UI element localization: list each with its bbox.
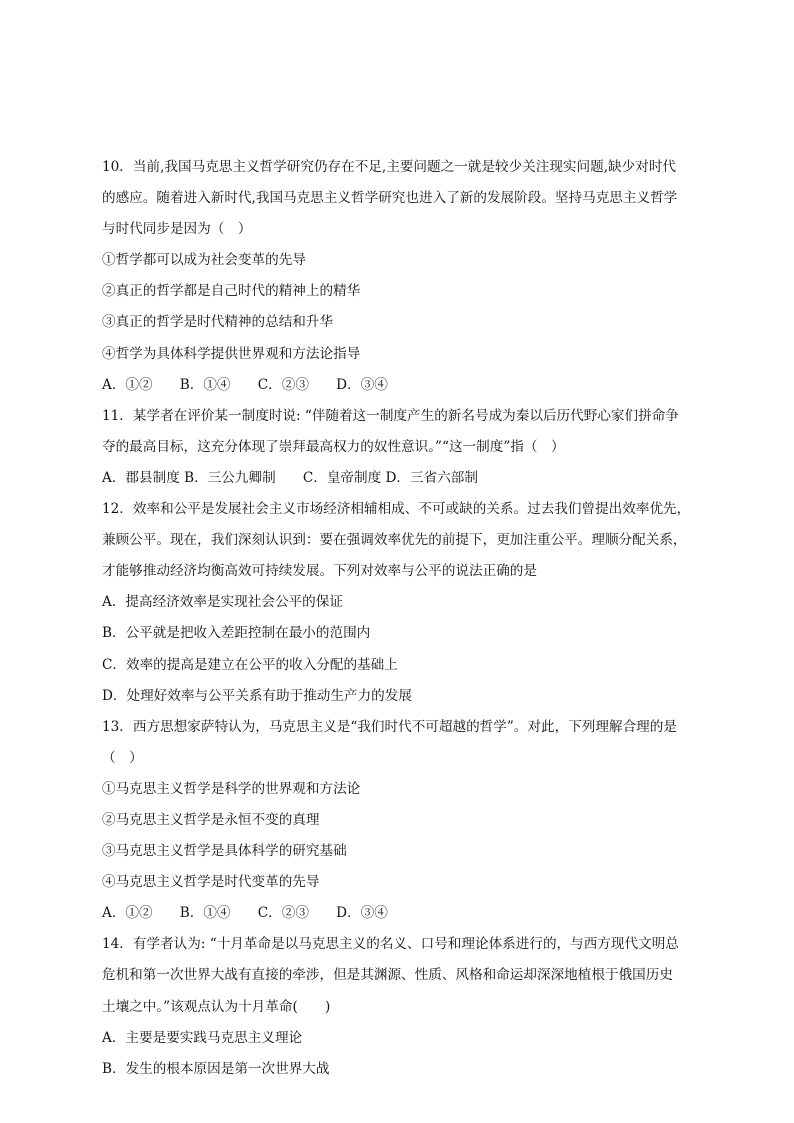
question-stem-line: 的感应。随着进入新时代,我国马克思主义哲学研究也进入了新的发展阶段。坚持马克思主义哲学 [102, 190, 678, 207]
question-10 [102, 152, 702, 401]
statement-item: ①马克思主义哲学是科学的世界观和方法论 [102, 780, 361, 797]
answer-option: B．公平就是把收入差距控制在最小的范围内 [102, 625, 371, 642]
answer-option: A．提高经济效率是实现社会公平的保证 [102, 594, 343, 611]
answer-option: B．发生的根本原因是第一次世界大战 [102, 1060, 330, 1077]
question-stem-line: 13．西方思想家萨特认为，马克思主义是“我们时代不可超越的哲学”。对此，下列理解合理的是 [102, 718, 677, 735]
answer-option: A．主要是要实践马克思主义理论 [102, 1029, 303, 1046]
question-11 [102, 401, 702, 494]
statement-item: ②马克思主义哲学是永恒不变的真理 [102, 811, 320, 828]
answer-option: C．效率的提高是建立在公平的收入分配的基础上 [102, 656, 398, 673]
answer-options: A．郡县制度 B．三公九卿制 C．皇帝制度 D．三省六部制 [102, 469, 478, 486]
question-stem-line: 11．某学者在评价某一制度时说: “伴随着这一制度产生的新名号成为秦以后历代野心家们拼命争 [102, 407, 679, 424]
question-13 [102, 712, 702, 930]
answer-option: D．处理好效率与公平关系有助于推动生产力的发展 [102, 687, 412, 704]
statement-item: ④哲学为具体科学提供世界观和方法论指导 [102, 345, 361, 362]
statement-item: ③真正的哲学是时代精神的总结和升华 [102, 314, 334, 331]
question-stem-line: 土壤之中。”该观点认为十月革命( ) [102, 998, 331, 1015]
question-stem-line: 兼顾公平。现在，我们深刻认识到：要在强调效率优先的前提下，更加注重公平。理顺分配关系， [102, 532, 687, 549]
question-stem-line: 10．当前,我国马克思主义哲学研究仍存在不足,主要问题之一就是较少关注现实问题,缺少对时代 [102, 159, 677, 175]
question-12 [102, 494, 702, 712]
question-stem-line: 12．效率和公平是发展社会主义市场经济相辅相成、不可或缺的关系。过去我们曾提出效率优先， [102, 501, 691, 518]
statement-item: ③马克思主义哲学是具体科学的研究基础 [102, 843, 347, 860]
question-stem-line: 与时代同步是因为（ ） [102, 221, 252, 238]
statement-item: ②真正的哲学都是自己时代的精神上的精华 [102, 283, 361, 300]
question-list [102, 152, 702, 1085]
question-stem-line: 危机和第一次世界大战有直接的牵涉，但是其渊源、性质、风格和命运却深深地植根于俄国历史 [102, 967, 673, 984]
question-stem-line: 才能够推动经济均衡高效可持续发展。下列对效率与公平的说法正确的是 [102, 563, 537, 580]
question-stem-line: 14．有学者认为: “十月革命是以马克思主义的名义、口号和理论体系进行的，与西方现代文明总 [102, 936, 679, 953]
question-stem-line: （ ） [102, 749, 143, 766]
answer-options: A．①② B．①④ C．②③ D．③④ [102, 905, 388, 922]
statement-item: ④马克思主义哲学是时代变革的先导 [102, 874, 320, 891]
answer-options: A．①② B．①④ C．②③ D．③④ [102, 376, 388, 393]
statement-item: ①哲学都可以成为社会变革的先导 [102, 252, 306, 269]
question-stem-line: 夺的最高目标，这充分体现了崇拜最高权力的奴性意识。”“这一制度”指（ ） [102, 438, 565, 455]
question-14 [102, 929, 702, 1084]
